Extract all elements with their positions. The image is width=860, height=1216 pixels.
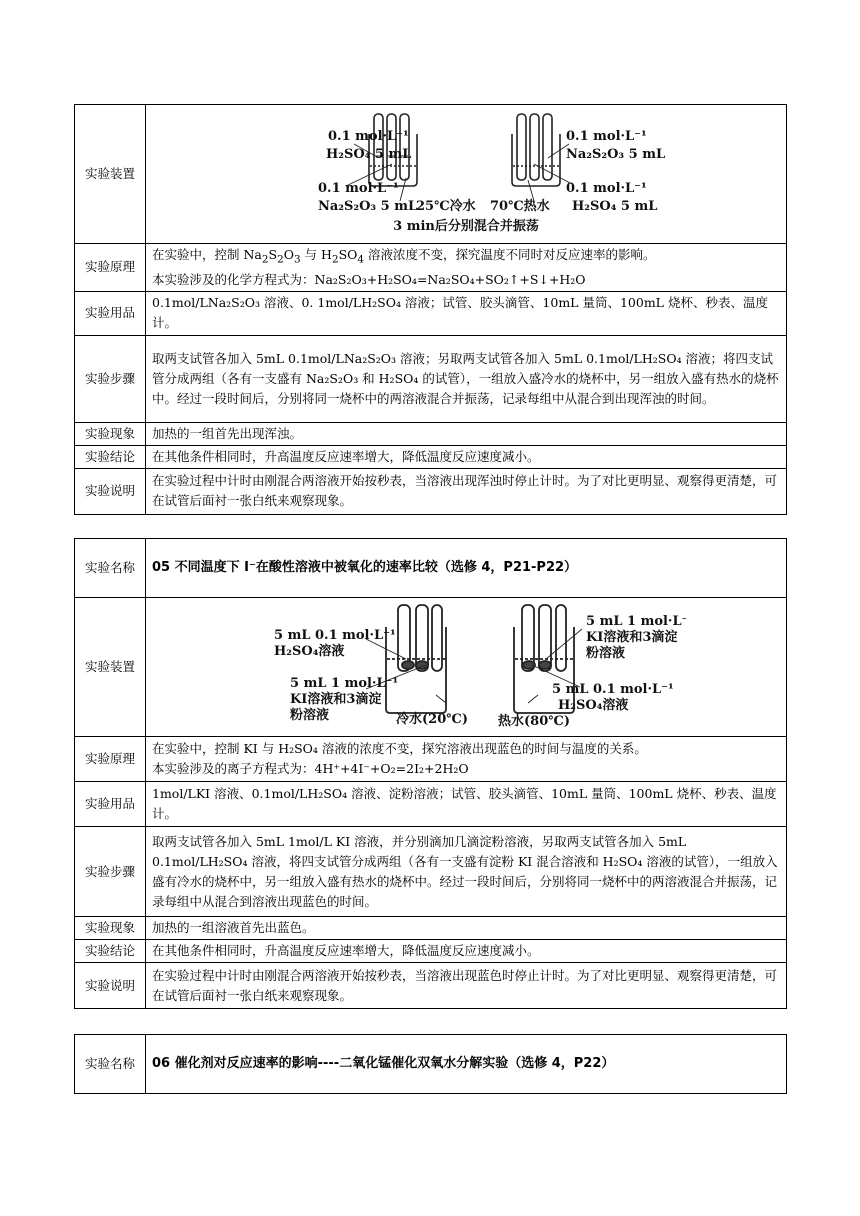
experiment-06-title: 06 催化剂对反应速率的影响----二氧化锰催化双氧水分解实验（选修 4，P22） bbox=[146, 1035, 787, 1094]
fig1-left-bot-2: Na₂S₂O₃ 5 mL bbox=[318, 199, 418, 214]
apparatus-figure bbox=[146, 598, 787, 737]
hot-water-beaker bbox=[512, 114, 560, 186]
conclusion-text: 在其他条件相同时，升高温度反应速率增大，降低温度反应速度减小。 bbox=[146, 445, 787, 468]
phenomenon-text: 加热的一组溶液首先出蓝色。 bbox=[146, 917, 787, 940]
principle-line-1: 在实验中，控制 $Na_2S_2O_3$ 与 $H_2SO_4$ 溶液浓度不变，探究温度不同时对反应速率的影响。 bbox=[152, 247, 656, 266]
fig1-right-top-2: Na₂S₂O₃ 5 mL bbox=[566, 147, 666, 162]
fig2-left-top-1: 5 mL 0.1 mol·L⁻¹ bbox=[274, 628, 396, 643]
fig1-right-bot-1: 0.1 mol·L⁻¹ bbox=[566, 181, 647, 196]
row-label-procedure: 实验步骤 bbox=[75, 335, 146, 422]
row-label-materials: 实验用品 bbox=[75, 782, 146, 827]
row-label-apparatus: 实验装置 bbox=[75, 105, 146, 244]
row-label-phenomenon: 实验现象 bbox=[75, 422, 146, 445]
principle-equation: 本实验涉及的离子方程式为：4H⁺+4I⁻+O₂=2I₂+2H₂O bbox=[152, 761, 469, 776]
procedure-text: 取两支试管各加入 5mL 1mol/L KI 溶液，并分别滴加几滴淀粉溶液，另取两支试管各加入 5mL 0.1mol/LH₂SO₄ 溶液，将四支试管分成两组（各有一支盛有淀粉 KI 混合溶液和 H₂SO₄ 溶液的试管），一组放入盛有冷水的烧杯中，另一组放入盛有热水的烧杯中。经过一段时间后，分别将同一烧杯中的两溶液混合并振荡，记录每组中从混合到溶液出现蓝色的时间。 bbox=[146, 827, 787, 917]
fig1-caption: 3 min后分别混合并振荡 bbox=[393, 219, 539, 234]
fig2-left-top-2: H₂SO₄溶液 bbox=[274, 644, 345, 659]
beaker-diagram-iodide bbox=[246, 599, 686, 729]
phenomenon-text: 加热的一组首先出现浑浊。 bbox=[146, 422, 787, 445]
notes-text: 在实验过程中计时由刚混合两溶液开始按秒表，当溶液出现蓝色时停止计时。为了对比更明显、观察得更清楚，可在试管后面衬一张白纸来观察现象。 bbox=[146, 963, 787, 1009]
fig1-left-top-1: 0.1 mol·L⁻¹ bbox=[328, 129, 409, 144]
fig1-right-bath: 70℃热水 bbox=[490, 199, 550, 214]
fig2-right-bath: 热水(80℃) bbox=[498, 714, 570, 729]
fig2-right-bot-1: 5 mL 0.1 mol·L⁻¹ bbox=[552, 682, 674, 697]
fig2-right-bot-2: H₂SO₄溶液 bbox=[558, 698, 629, 713]
conclusion-text: 在其他条件相同时，升高温度反应速率增大，降低温度反应速度减小。 bbox=[146, 940, 787, 963]
principle-cell bbox=[146, 737, 787, 782]
row-label-conclusion: 实验结论 bbox=[75, 445, 146, 468]
procedure-text: 取两支试管各加入 5mL 0.1mol/LNa₂S₂O₃ 溶液；另取两支试管各加入 5mL 0.1mol/LH₂SO₄ 溶液；将四支试管分成两组（各有一支盛有 Na₂S₂O₃ 和 H₂SO₄ 的试管），一组放入盛冷水的烧杯中，另一组放入盛有热水的烧杯中。经过一段时间后，分别将同一烧杯中的两溶液混合并振荡，记录每组中从混合到出现浑浊的时间。 bbox=[146, 335, 787, 422]
row-label-principle: 实验原理 bbox=[75, 244, 146, 292]
experiment-05-title: 05 不同温度下 I⁻在酸性溶液中被氧化的速率比较（选修 4，P21-P22） bbox=[146, 539, 787, 598]
notes-text: 在实验过程中计时由刚混合两溶液开始按秒表，当溶液出现浑浊时停止计时。为了对比更明显、观察得更清楚，可在试管后面衬一张白纸来观察现象。 bbox=[146, 468, 787, 514]
principle-equation: 本实验涉及的化学方程式为：Na₂S₂O₃+H₂SO₄=Na₂SO₄+SO₂↑+S↓+H₂O bbox=[152, 271, 586, 287]
fig2-left-bot-2: KI溶液和3滴淀 bbox=[290, 692, 382, 707]
row-label-name: 实验名称 bbox=[75, 539, 146, 598]
fig2-right-top-2: KI溶液和3滴淀 bbox=[586, 630, 678, 645]
experiment-04-table bbox=[74, 104, 787, 515]
fig1-left-bot-1: 0.1 mol·L⁻¹ bbox=[318, 181, 399, 196]
row-label-notes: 实验说明 bbox=[75, 963, 146, 1009]
row-label-phenomenon: 实验现象 bbox=[75, 917, 146, 940]
row-label-apparatus: 实验装置 bbox=[75, 598, 146, 737]
row-label-principle: 实验原理 bbox=[75, 737, 146, 782]
experiment-05-table bbox=[74, 538, 787, 1009]
row-label-materials: 实验用品 bbox=[75, 291, 146, 335]
fig2-left-bath: 冷水(20℃) bbox=[396, 712, 468, 727]
materials-text: 1mol/LKI 溶液、0.1mol/LH₂SO₄ 溶液、淀粉溶液；试管、胶头滴管、10mL 量筒、100mL 烧杯、秒表、温度计。 bbox=[146, 782, 787, 827]
row-label-name: 实验名称 bbox=[75, 1035, 146, 1094]
principle-line-1: 在实验中，控制 KI 与 H₂SO₄ 溶液的浓度不变，探究溶液出现蓝色的时间与温度的关系。 bbox=[152, 741, 647, 756]
cold-water-beaker bbox=[386, 605, 446, 713]
materials-text: 0.1mol/LNa₂S₂O₃ 溶液、0. 1mol/LH₂SO₄ 溶液；试管、胶头滴管、10mL 量筒、100mL 烧杯、秒表、温度计。 bbox=[146, 291, 787, 335]
fig1-left-bath: 25℃冷水 bbox=[416, 199, 476, 214]
principle-cell bbox=[146, 244, 787, 292]
fig2-right-top-3: 粉溶液 bbox=[586, 646, 626, 661]
apparatus-figure bbox=[146, 105, 787, 244]
fig1-right-top-1: 0.1 mol·L⁻¹ bbox=[566, 129, 647, 144]
row-label-procedure: 实验步骤 bbox=[75, 827, 146, 917]
experiment-06-table bbox=[74, 1034, 787, 1094]
fig2-left-bot-3: 粉溶液 bbox=[290, 708, 330, 723]
row-label-conclusion: 实验结论 bbox=[75, 940, 146, 963]
fig1-left-top-2: H₂SO₄ 5 mL bbox=[326, 147, 412, 162]
row-label-notes: 实验说明 bbox=[75, 468, 146, 514]
fig2-right-top-1: 5 mL 1 mol·L⁻¹ bbox=[586, 614, 686, 629]
fig1-right-bot-2: H₂SO₄ 5 mL bbox=[572, 199, 658, 214]
fig2-left-bot-1: 5 mL 1 mol·L⁻¹ bbox=[290, 676, 399, 691]
beaker-diagram-thiosulfate bbox=[266, 106, 666, 236]
